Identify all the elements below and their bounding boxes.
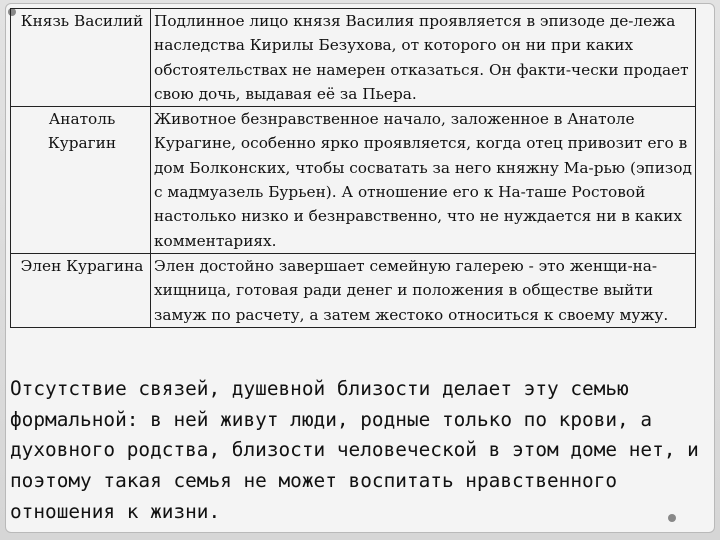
table-row [11,107,696,254]
character-description: Элен достойно завершает семейную галерею - это женщи-на-хищница, готовая ради денег и положения в обществе выйти замуж по расчету, а затем жестоко относиться к своему мужу. [151,253,696,327]
summary-paragraph: Отсутствие связей, душевной близости делает эту семью формальной: в ней живут люди, родные только по крови, а духовного родства, близости человеческой в этом доме нет, и поэтому такая семья не может воспитать нравственного отношения к жизни. [10,377,699,523]
table-row [11,9,696,107]
character-description: Подлинное лицо князя Василия проявляется в эпизоде де-лежа наследства Кирилы Безухова, от которого он ни при каких обстоятельствах не намерен отказаться. Он факти-чески продает свою дочь, выдавая её за Пьера. [151,9,696,107]
character-name: Князь Василий [11,9,151,107]
table-row [11,253,696,327]
characters-table [10,8,696,328]
character-description: Животное безнравственное начало, заложенное в Анатоле Курагине, особенно ярко проявляется, когда отец привозит его в дом Болконских, чтобы сосватать за него княжну Ма-рью (эпизод с мадмуазель Бурьен). А отношение его к На-таше Ростовой настолько низко и безнравственно, что не нуждается ни в каких комментариях. [151,107,696,254]
character-name: Элен Курагина [11,253,151,327]
character-name: Анатоль Курагин [11,107,151,254]
